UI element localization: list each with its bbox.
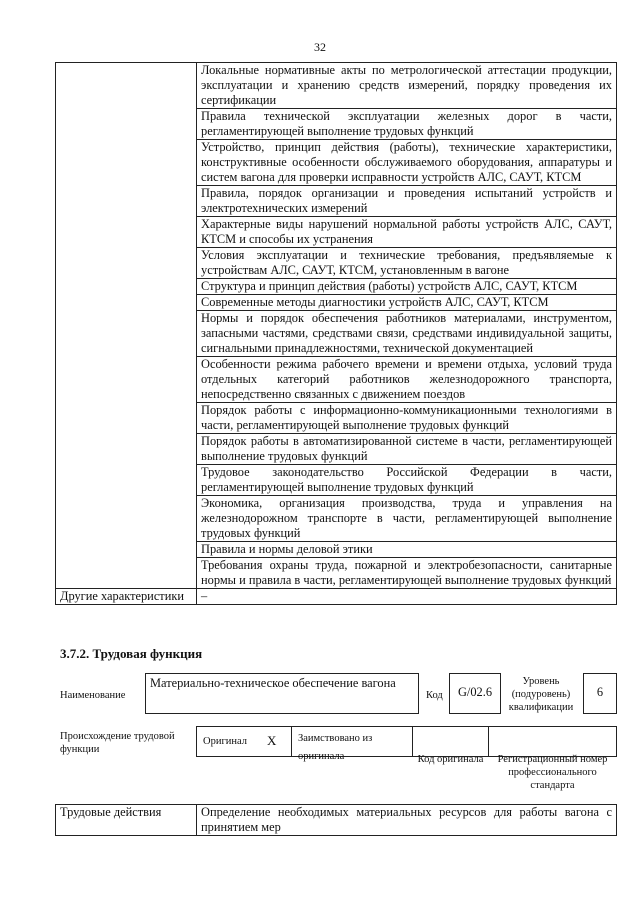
table-row bbox=[56, 140, 617, 186]
row-label bbox=[56, 109, 197, 140]
row-text: Правила и нормы деловой этики bbox=[197, 542, 617, 558]
row-label bbox=[56, 279, 197, 295]
row-text: Современные методы диагностики устройств АЛС, САУТ, КТСМ bbox=[197, 295, 617, 311]
row-label bbox=[56, 465, 197, 496]
table-row bbox=[56, 542, 617, 558]
row-label bbox=[56, 63, 197, 109]
function-name-field: Материально-техническое обеспечение вагона bbox=[145, 673, 419, 714]
borrowed-label: Заимствовано из оригинала bbox=[298, 733, 373, 762]
table-row bbox=[56, 279, 617, 295]
row-label bbox=[56, 403, 197, 434]
row-text: Экономика, организация производства, труда и управления на железнодорожном транспорте в части, регламентирующей выполнение трудовых функций bbox=[197, 496, 617, 542]
table-row bbox=[56, 558, 617, 589]
row-text: Правила технической эксплуатации железных дорог в части, регламентирующей выполнение трудовых функций bbox=[197, 109, 617, 140]
row-label bbox=[56, 140, 197, 186]
table-row bbox=[56, 465, 617, 496]
original-cell bbox=[196, 726, 292, 757]
level-label: Уровень (подуровень) квалификации bbox=[508, 676, 574, 713]
code-caption: Код оригинала bbox=[417, 754, 484, 765]
row-text: Характерные виды нарушений нормальной работы устройств АЛС, САУТ, КТСМ и способы их устранения bbox=[197, 217, 617, 248]
labor-action-item: Определение необходимых материальных ресурсов для работы вагона с принятием мер bbox=[197, 805, 617, 836]
row-text: Нормы и порядок обеспечения работников материалами, инструментом, запасными частями, средствами связи, средствами индивидуальной защиты, сигнальными принадлежностями, технической документацией bbox=[197, 311, 617, 357]
row-text: Структура и принцип действия (работы) устройств АЛС, САУТ, КТСМ bbox=[197, 279, 617, 295]
origin-label: Происхождение трудовой функции bbox=[60, 731, 175, 755]
table-row bbox=[56, 805, 617, 836]
row-text: Трудовое законодательство Российской Федерации в части, регламентирующей выполнение трудовых функций bbox=[197, 465, 617, 496]
row-text: Правила, порядок организации и проведения испытаний устройств и электротехнических измерений bbox=[197, 186, 617, 217]
original-label: Оригинал bbox=[203, 736, 247, 747]
borrowed-cell bbox=[291, 726, 413, 762]
table-row bbox=[56, 434, 617, 465]
row-text: Особенности режима рабочего времени и времени отдыха, условий труда отдельных категорий работников железнодорожного транспорта, непосредственно связанных с движением поездов bbox=[197, 357, 617, 403]
knowledge-table bbox=[55, 62, 617, 605]
row-label bbox=[56, 357, 197, 403]
table-row bbox=[56, 63, 617, 109]
row-text: Условия эксплуатации и технические требования, предъявляемые к устройствам АЛС, САУТ, КТСМ, установленным в вагоне bbox=[197, 248, 617, 279]
row-text: Порядок работы с информационно-коммуникационными технологиями в части, регламентирующей выполнение трудовых функций bbox=[197, 403, 617, 434]
row-label bbox=[56, 558, 197, 589]
table-row bbox=[56, 589, 617, 605]
row-label bbox=[56, 295, 197, 311]
row-label bbox=[56, 186, 197, 217]
table-row bbox=[56, 403, 617, 434]
table-row bbox=[56, 248, 617, 279]
row-text: Локальные нормативные акты по метрологической аттестации продукции, эксплуатации и хранению средств измерений, порядку проведения их сертификации bbox=[197, 63, 617, 109]
qualification-level-field: 6 bbox=[583, 673, 617, 714]
row-label bbox=[56, 248, 197, 279]
original-mark: Х bbox=[267, 733, 277, 748]
name-label: Наименование bbox=[60, 690, 126, 701]
row-label bbox=[56, 542, 197, 558]
row-text: Порядок работы в автоматизированной системе в части, регламентирующей выполнение трудовых функций bbox=[197, 434, 617, 465]
code-label: Код bbox=[426, 690, 443, 701]
table-row bbox=[56, 357, 617, 403]
row-label: Другие характеристики bbox=[56, 589, 197, 605]
table-row bbox=[56, 496, 617, 542]
page-number: 32 bbox=[314, 40, 326, 54]
row-text: Требования охраны труда, пожарной и электробезопасности, санитарные нормы и правила в части, регламентирующей выполнение трудовых функций bbox=[197, 558, 617, 589]
reg-caption: Регистрационный номер профессионального стандарта bbox=[497, 754, 608, 791]
row-label bbox=[56, 434, 197, 465]
labor-actions-table bbox=[55, 804, 617, 836]
row-label bbox=[56, 217, 197, 248]
table-row bbox=[56, 109, 617, 140]
table-row bbox=[56, 186, 617, 217]
table-row bbox=[56, 295, 617, 311]
row-text: – bbox=[197, 589, 617, 605]
section-title: 3.7.2. Трудовая функция bbox=[60, 646, 203, 661]
table-row bbox=[56, 217, 617, 248]
labor-actions-label: Трудовые действия bbox=[56, 805, 197, 836]
table-row bbox=[56, 311, 617, 357]
row-label bbox=[56, 311, 197, 357]
row-text: Устройство, принцип действия (работы), технические характеристики, конструктивные особенности обслуживаемого оборудования, аппаратуры и систем вагона для проверки исправности устройств АЛС, САУТ, КТСМ bbox=[197, 140, 617, 186]
function-code-field: G/02.6 bbox=[449, 673, 501, 714]
row-label bbox=[56, 496, 197, 542]
